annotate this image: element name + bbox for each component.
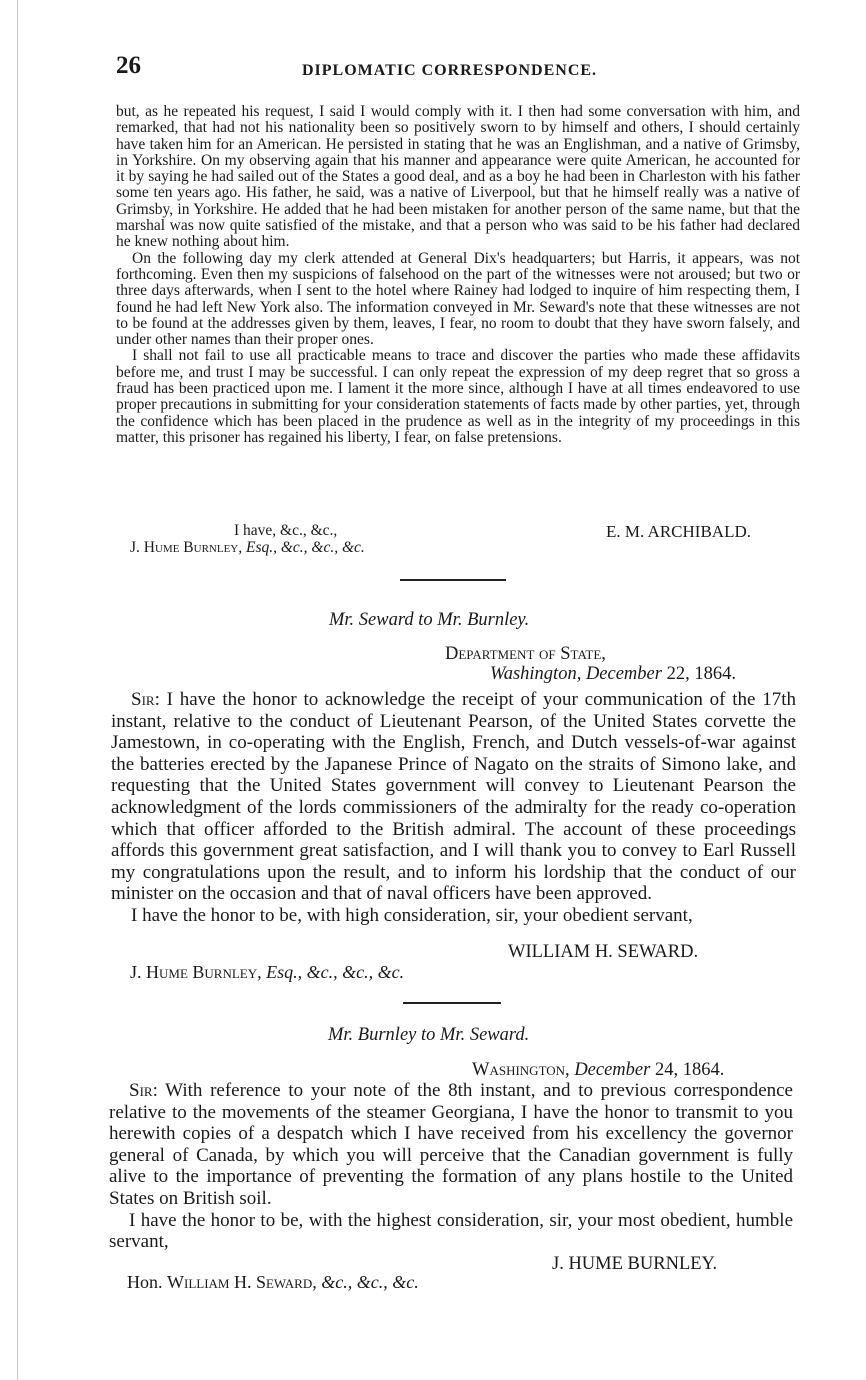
letter2-dateline bbox=[490, 664, 736, 685]
letter3-date-month: December bbox=[569, 1060, 651, 1080]
letter3-signature: J. HUME BURNLEY. bbox=[552, 1254, 718, 1274]
letter3-paragraph bbox=[109, 1080, 793, 1210]
letter3-place: Washington, bbox=[472, 1060, 570, 1080]
page-margin-line bbox=[17, 0, 18, 1380]
letter3-date-suffix: 24, 1864. bbox=[650, 1060, 725, 1080]
letter3-heading: Mr. Burnley to Mr. Seward. bbox=[328, 1025, 530, 1045]
page-number: 26 bbox=[116, 52, 141, 79]
letter1-closing: I have, &c., &c., bbox=[234, 522, 338, 539]
letter2-addressee-suffix: , Esq., &c., &c., &c. bbox=[257, 962, 405, 982]
letter2-body bbox=[111, 689, 796, 927]
letter1-addressee bbox=[130, 540, 365, 556]
letter3-body-text: With reference to your note of the 8th instant, and to previous correspondence relative to the movements of the steamer Georgiana, I have the honor to transmit to you herewith copies of a despatch which I have received from his excellency the governor general of Canada, by which you will perceive that the Canadian government is fully alive to the importance of preventing the formation of any plans hostile to the United States on British soil. bbox=[109, 1080, 793, 1209]
letter2-signature: WILLIAM H. SEWARD. bbox=[508, 942, 699, 962]
letter3-dateline bbox=[472, 1060, 724, 1081]
letter3-addressee-prefix: Hon. bbox=[127, 1272, 167, 1292]
letter1-addressee-suffix: , Esq., &c., &c., &c. bbox=[238, 539, 365, 556]
letter2-body-text: I have the honor to acknowledge the receipt of your communication of the 17th instant, relative to the conduct of Lieutenant Pearson, of the United States corvette the Jamestown, in co-operating with the English, French, and Dutch vessels-of-war against the batteries erected by the Japanese Prince of Nagato on the straits of Simono lake, and requesting that the United States government will convey to Lieutenant Pearson the acknowledgment of the lords commissioners of the admiralty for the ready co-operation which that officer afforded to the British admiral. The account of these proceedings affords this government great satisfaction, and I will thank you to convey to Earl Russell my congratulations upon the result, and to inform his lordship that the conduct of our minister on the occasion and that of naval officers have been approved. bbox=[111, 689, 796, 905]
letter2-closing: I have the honor to be, with high consideration, sir, your obedient servant, bbox=[131, 904, 693, 926]
letter1-paragraph-2: On the following day my clerk attended at General Dix's headquarters; but Harris, it appears, was not forthcoming. Even then my suspicions of falsehood on the part of the witnesses were not aroused; but two or three days afterwards, when I sent to the hotel where Rainey had lodged to inquire of him respecting them, I found he had left New York also. The information conveyed in Mr. Seward's note that these witnesses are not to be found at the addresses given by them, leaves, I fear, no room to doubt that they have sworn falsely, and under other names than their proper ones. bbox=[116, 249, 800, 349]
letter1-signature: E. M. ARCHIBALD. bbox=[606, 522, 751, 541]
letter2-date-suffix: 22, 1864. bbox=[661, 664, 736, 684]
letter2-heading: Mr. Seward to Mr. Burnley. bbox=[329, 610, 530, 630]
letter3-body bbox=[109, 1080, 793, 1253]
letter3-addressee-suffix: , &c., &c., &c. bbox=[312, 1272, 419, 1292]
letter1-body bbox=[116, 104, 800, 446]
running-title: DIPLOMATIC CORRESPONDENCE. bbox=[302, 62, 598, 79]
letter2-place-date: Washington, December bbox=[490, 664, 662, 684]
letter2-department: Department of State, bbox=[445, 644, 606, 664]
section-divider-1 bbox=[400, 579, 506, 581]
letter3-closing: I have the honor to be, with the highest consideration, sir, your most obedient, humble servant, bbox=[109, 1209, 793, 1253]
section-divider-2 bbox=[403, 1002, 501, 1004]
letter2-addressee-name: J. Hume Burnley bbox=[130, 962, 258, 982]
letter2-addressee bbox=[130, 962, 404, 983]
letter2-paragraph bbox=[111, 689, 796, 905]
letter3-addressee-name: William H. Seward bbox=[167, 1272, 313, 1292]
letter3-salutation: Sir: bbox=[129, 1080, 158, 1101]
letter3-addressee bbox=[127, 1272, 419, 1293]
letter1-addressee-name: J. Hume Burnley bbox=[130, 539, 239, 556]
letter1-paragraph-3: I shall not fail to use all practicable means to trace and discover the parties who made these affidavits before me, and trust I may be successful. I can only repeat the expression of my deep regret that so gross a fraud has been practiced upon me. I lament it the more since, although I have at all times endeavored to use proper precautions in submitting for your consideration statements of facts made by other parties, yet, through the confidence which has been placed in the prudence as well as in the integrity of my proceedings in this matter, this prisoner has regained his liberty, I fear, on false pretensions. bbox=[116, 347, 800, 446]
letter2-salutation: Sir: bbox=[131, 689, 160, 710]
letter1-paragraph-1: but, as he repeated his request, I said I would comply with it. I then had some conversation with him, and remarked, that had not his nationality been so positively sworn to by himself and others, I should certainly have taken him for an American. He persisted in stating that he was an Englishman, and a native of Grimsby, in Yorkshire. On my observing again that his manner and appearance were quite American, he accounted for it by saying he had sailed out of the States a good deal, and as a boy he had been in Charleston with his father some ten years ago. His father, he said, was a native of Liverpool, but that he himself really was a native of Grimsby, in Yorkshire. He added that he had been mistaken for another person of the same name, but that the marshal was now quite satisfied of the mistake, and that a person who was said to be his father had declared he knew nothing about him. bbox=[116, 103, 800, 251]
